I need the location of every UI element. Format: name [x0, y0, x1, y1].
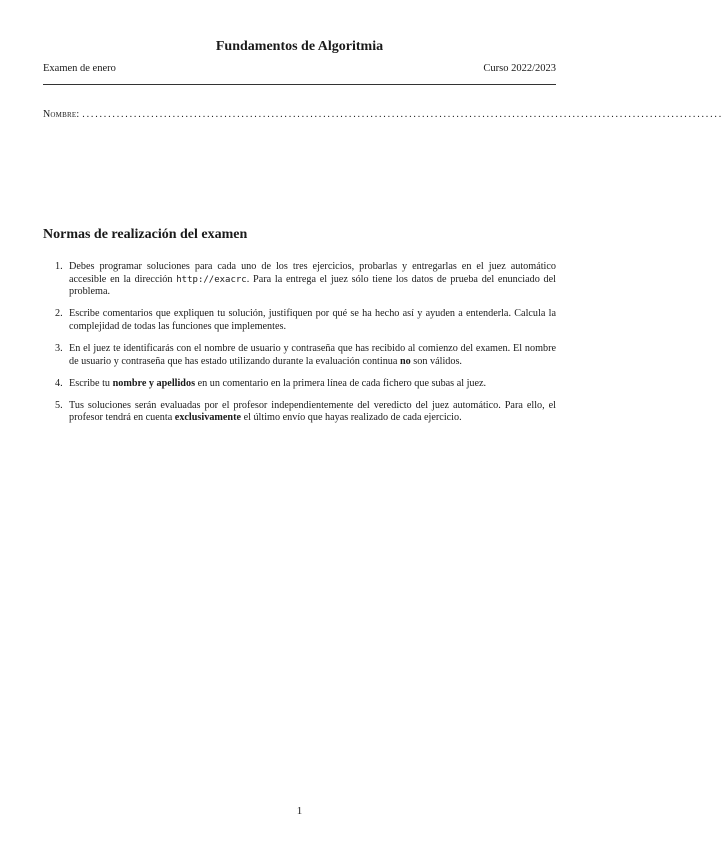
rule-text: En el juez te identificarás con el nombre de usuario y contraseña que has recibido al comienzo del examen. El nombre de usuario y contraseña que has estado utilizando durante la evaluación continua	[69, 342, 556, 367]
rule-item-1	[43, 261, 556, 299]
rule-number: 1.	[55, 261, 63, 272]
course-year: Curso 2022/2023	[483, 63, 556, 74]
rule-emphasis: no	[399, 355, 411, 367]
page-number: 1	[296, 805, 303, 817]
rule-text: son válidos.	[410, 355, 462, 367]
rule-item-4	[43, 378, 556, 391]
header-divider	[43, 84, 556, 85]
name-field-label: Nombre:	[43, 109, 80, 120]
rule-text: Escribe tu	[69, 377, 113, 389]
rule-number: 2.	[55, 308, 63, 320]
rule-text: en un comentario en la primera línea de cada fichero que subas al juez.	[195, 377, 487, 389]
rule-text: . Para la entrega el juez sólo tiene los datos de prueba del enunciado del problema.	[69, 273, 556, 298]
rule-text: el último envío que hayas realizado de cada ejercicio.	[241, 412, 462, 424]
rule-emphasis: exclusivamente	[174, 412, 242, 424]
exam-name: Examen de enero	[43, 63, 116, 74]
rule-item-2	[43, 308, 556, 333]
name-field	[43, 109, 723, 120]
judge-url: http://exacrc	[176, 274, 247, 285]
rule-item-5	[43, 400, 556, 425]
rule-emphasis: nombre y apellidos	[112, 377, 196, 389]
document-title: Fundamentos de Algoritmia	[215, 39, 384, 54]
rule-text: Escribe comentarios que expliquen tu solución, justifiquen por qué se ha hecho así y ayuden a entenderla. Calcula la complejidad de todas las funciones que implementes.	[69, 308, 556, 332]
name-field-dots: .....................................................................................................................................................	[82, 109, 723, 120]
rule-item-3	[43, 343, 556, 368]
rule-text: Tus soluciones serán evaluadas por el profesor independientemente del veredicto del juez automático. Para ello, el profesor tendrá en cuenta	[69, 399, 556, 424]
rule-text: Debes programar soluciones para cada uno de los tres ejercicios, probarlas y entregarlas en el juez automático accesible en la dirección	[69, 261, 556, 285]
rule-number: 4.	[55, 377, 63, 389]
rules-list	[43, 261, 556, 434]
header-row	[43, 63, 556, 74]
rule-number: 3.	[55, 342, 63, 354]
section-heading: Normas de realización del examen	[43, 227, 248, 242]
rule-number: 5.	[55, 399, 63, 411]
